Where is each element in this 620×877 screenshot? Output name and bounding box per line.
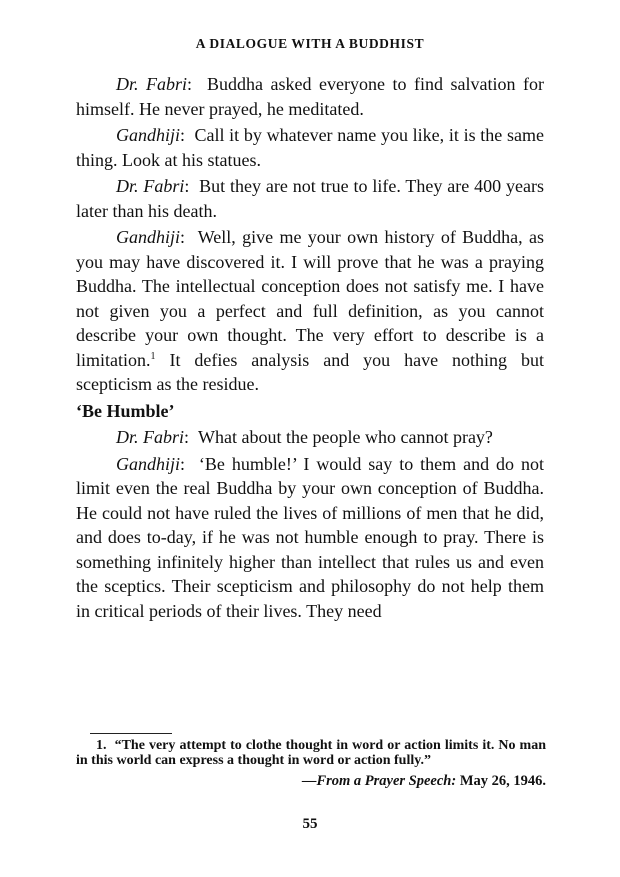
paragraph-text: Buddha asked everyone to find salvation for himself. He never prayed, he meditated. [76,74,544,119]
footnote-text: “The very attempt to clothe thought in word or action limits it. No man in this world can express a thought in word or action fully.” [76,738,547,768]
paragraph-text: Call it by whatever name you like, it is the same thing. Look at his statues. [76,125,544,170]
footnote [76,738,546,768]
speaker-label: Gandhiji [116,453,181,474]
section-heading: ‘Be Humble’ [76,400,175,421]
speaker-label: Gandhiji [116,125,181,145]
paragraph-text: But they are not true to life. They are 400 years later than his death. [76,176,544,221]
paragraph-text: Well, give me your own history of Buddha, as you may have discovered it. I will prove that he was a praying Buddha. The intellectual conception does not satisfy me. I have not given you a perfect and full definition, as you cannot describe your own thought. The very effort to describe is a limitation. [76,227,544,370]
page-number: 55 [302,816,318,832]
paragraph: Dr. Fabri: What about the people who cannot pray? [116,427,493,447]
paragraph-text: What about the people who cannot pray? [198,427,493,447]
paragraph-text: It defies analysis and you have nothing but scepticism as the residue. [76,349,544,394]
speaker-label: Dr. Fabri [116,427,185,447]
footnote-source-title: —From a Prayer Speech: [301,773,457,789]
paragraph: Gandhiji: ‘Be humble!’ I would say to them and do not limit even the real Buddha by your own conception of Buddha. He could not have ruled the lives of millions of men that he did, and does to-day, if he was not humble enough to pray. There is something infinitely higher than intellect that rules us and even the sceptics. Their scepticism and philosophy do not help them in critical periods of their lives. They need [76,453,544,621]
paragraph-text: ‘Be humble!’ I would say to them and do not limit even the real Buddha by your own conception of Buddha. He could not have ruled the lives of millions of men that he did, and does to-day, if he was not humble enough to pray. There is something infinitely higher than intellect that rules us and even the sceptics. Their scepticism and philosophy do not help them in critical periods of their lives. They need [76,453,544,621]
footnotes [76,738,546,789]
footnote-source-date: May 26, 1946. [459,773,546,789]
speaker-label: Dr. Fabri [116,176,185,196]
paragraph: Gandhiji: Well, give me your own history of Buddha, as you may have discovered it. I will prove that he was a praying Buddha. The intellectual conception does not satisfy me. I have not given you a perfect and full definition, as you cannot describe your own thought. The very effort to describe is a limitation.$^1$ It defies analysis and you have nothing but scepticism as the residue. [76,227,544,394]
footnote-number: 1. [96,738,107,753]
footnote-source [76,774,546,789]
footnote-reference[interactable]: 1 [150,350,156,362]
footnote-divider [90,733,172,734]
paragraph: Gandhiji: Call it by whatever name you like, it is the same thing. Look at his statues. [76,125,544,170]
paragraph: Dr. Fabri: But they are not true to life. They are 400 years later than his death. [76,176,544,221]
body-text [76,72,544,625]
running-head: A DIALOGUE WITH A BUDDHIST [195,36,425,51]
speaker-label: Dr. Fabri [116,74,188,94]
speaker-label: Gandhiji [116,227,181,247]
paragraph: Dr. Fabri: Buddha asked everyone to find salvation for himself. He never prayed, he meditated. [76,74,544,119]
